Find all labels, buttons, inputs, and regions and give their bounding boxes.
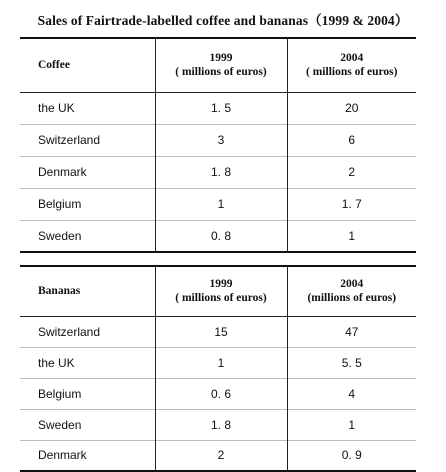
- value-2004-cell: 2: [287, 156, 416, 188]
- column-header-2004: [287, 38, 416, 92]
- table-row: [20, 378, 416, 409]
- table-header-row: [20, 38, 416, 92]
- value-1999-cell: 2: [155, 440, 287, 471]
- country-cell: Denmark: [20, 156, 155, 188]
- table-row: [20, 188, 416, 220]
- table-header-row: [20, 266, 416, 316]
- table-row: [20, 409, 416, 440]
- value-1999-cell: 1: [155, 347, 287, 378]
- table-row: [20, 316, 416, 347]
- column-unit: ( millions of euros): [175, 292, 267, 305]
- country-cell: Belgium: [20, 378, 155, 409]
- table-row: [20, 156, 416, 188]
- value-2004-cell: 1: [287, 409, 416, 440]
- country-cell: Sweden: [20, 409, 155, 440]
- table-row: [20, 440, 416, 471]
- country-cell: Denmark: [20, 440, 155, 471]
- value-2004-cell: 20: [287, 92, 416, 124]
- table-row: [20, 220, 416, 252]
- column-unit: (millions of euros): [307, 292, 397, 305]
- product-header: Coffee: [38, 59, 70, 72]
- column-header-1999: [155, 266, 287, 316]
- value-2004-cell: 4: [287, 378, 416, 409]
- value-2004-cell: 1: [287, 220, 416, 252]
- country-cell: Switzerland: [38, 324, 101, 339]
- column-year: 1999: [209, 278, 233, 291]
- value-1999-cell: 1. 8: [155, 156, 287, 188]
- value-1999-cell: 1. 8: [155, 409, 287, 440]
- value-1999-cell: 0. 6: [155, 378, 287, 409]
- value-2004-cell: 1. 7: [287, 188, 416, 220]
- table-row: [20, 92, 416, 124]
- column-header-2004: [287, 266, 416, 316]
- column-year: 1999: [209, 52, 233, 65]
- value-2004-cell: 6: [287, 124, 416, 156]
- column-unit: ( millions of euros): [175, 66, 267, 79]
- value-1999-cell: 1: [155, 188, 287, 220]
- column-unit: ( millions of euros): [306, 66, 398, 79]
- coffee-sales-table: [20, 37, 416, 253]
- value-2004-cell: 0. 9: [287, 440, 416, 471]
- column-year: 2004: [340, 52, 364, 65]
- table-row: [20, 347, 416, 378]
- value-1999-cell: 15: [155, 316, 287, 347]
- value-1999-cell: 3: [155, 124, 287, 156]
- product-header: Bananas: [38, 285, 81, 298]
- value-2004-cell: 5. 5: [287, 347, 416, 378]
- country-cell: the UK: [20, 347, 155, 378]
- country-cell: the UK: [38, 101, 75, 115]
- country-cell: Switzerland: [20, 124, 155, 156]
- value-1999-cell: 1. 5: [155, 92, 287, 124]
- country-cell: Sweden: [20, 220, 155, 252]
- table-row: [20, 124, 416, 156]
- page-title: Sales of Fairtrade-labelled coffee and bananas（1999 & 2004）: [37, 13, 409, 28]
- bananas-sales-table: [20, 265, 416, 472]
- country-cell: Belgium: [20, 188, 155, 220]
- value-2004-cell: 47: [287, 316, 416, 347]
- value-1999-cell: 0. 8: [155, 220, 287, 252]
- column-header-1999: [155, 38, 287, 92]
- column-year: 2004: [340, 278, 364, 291]
